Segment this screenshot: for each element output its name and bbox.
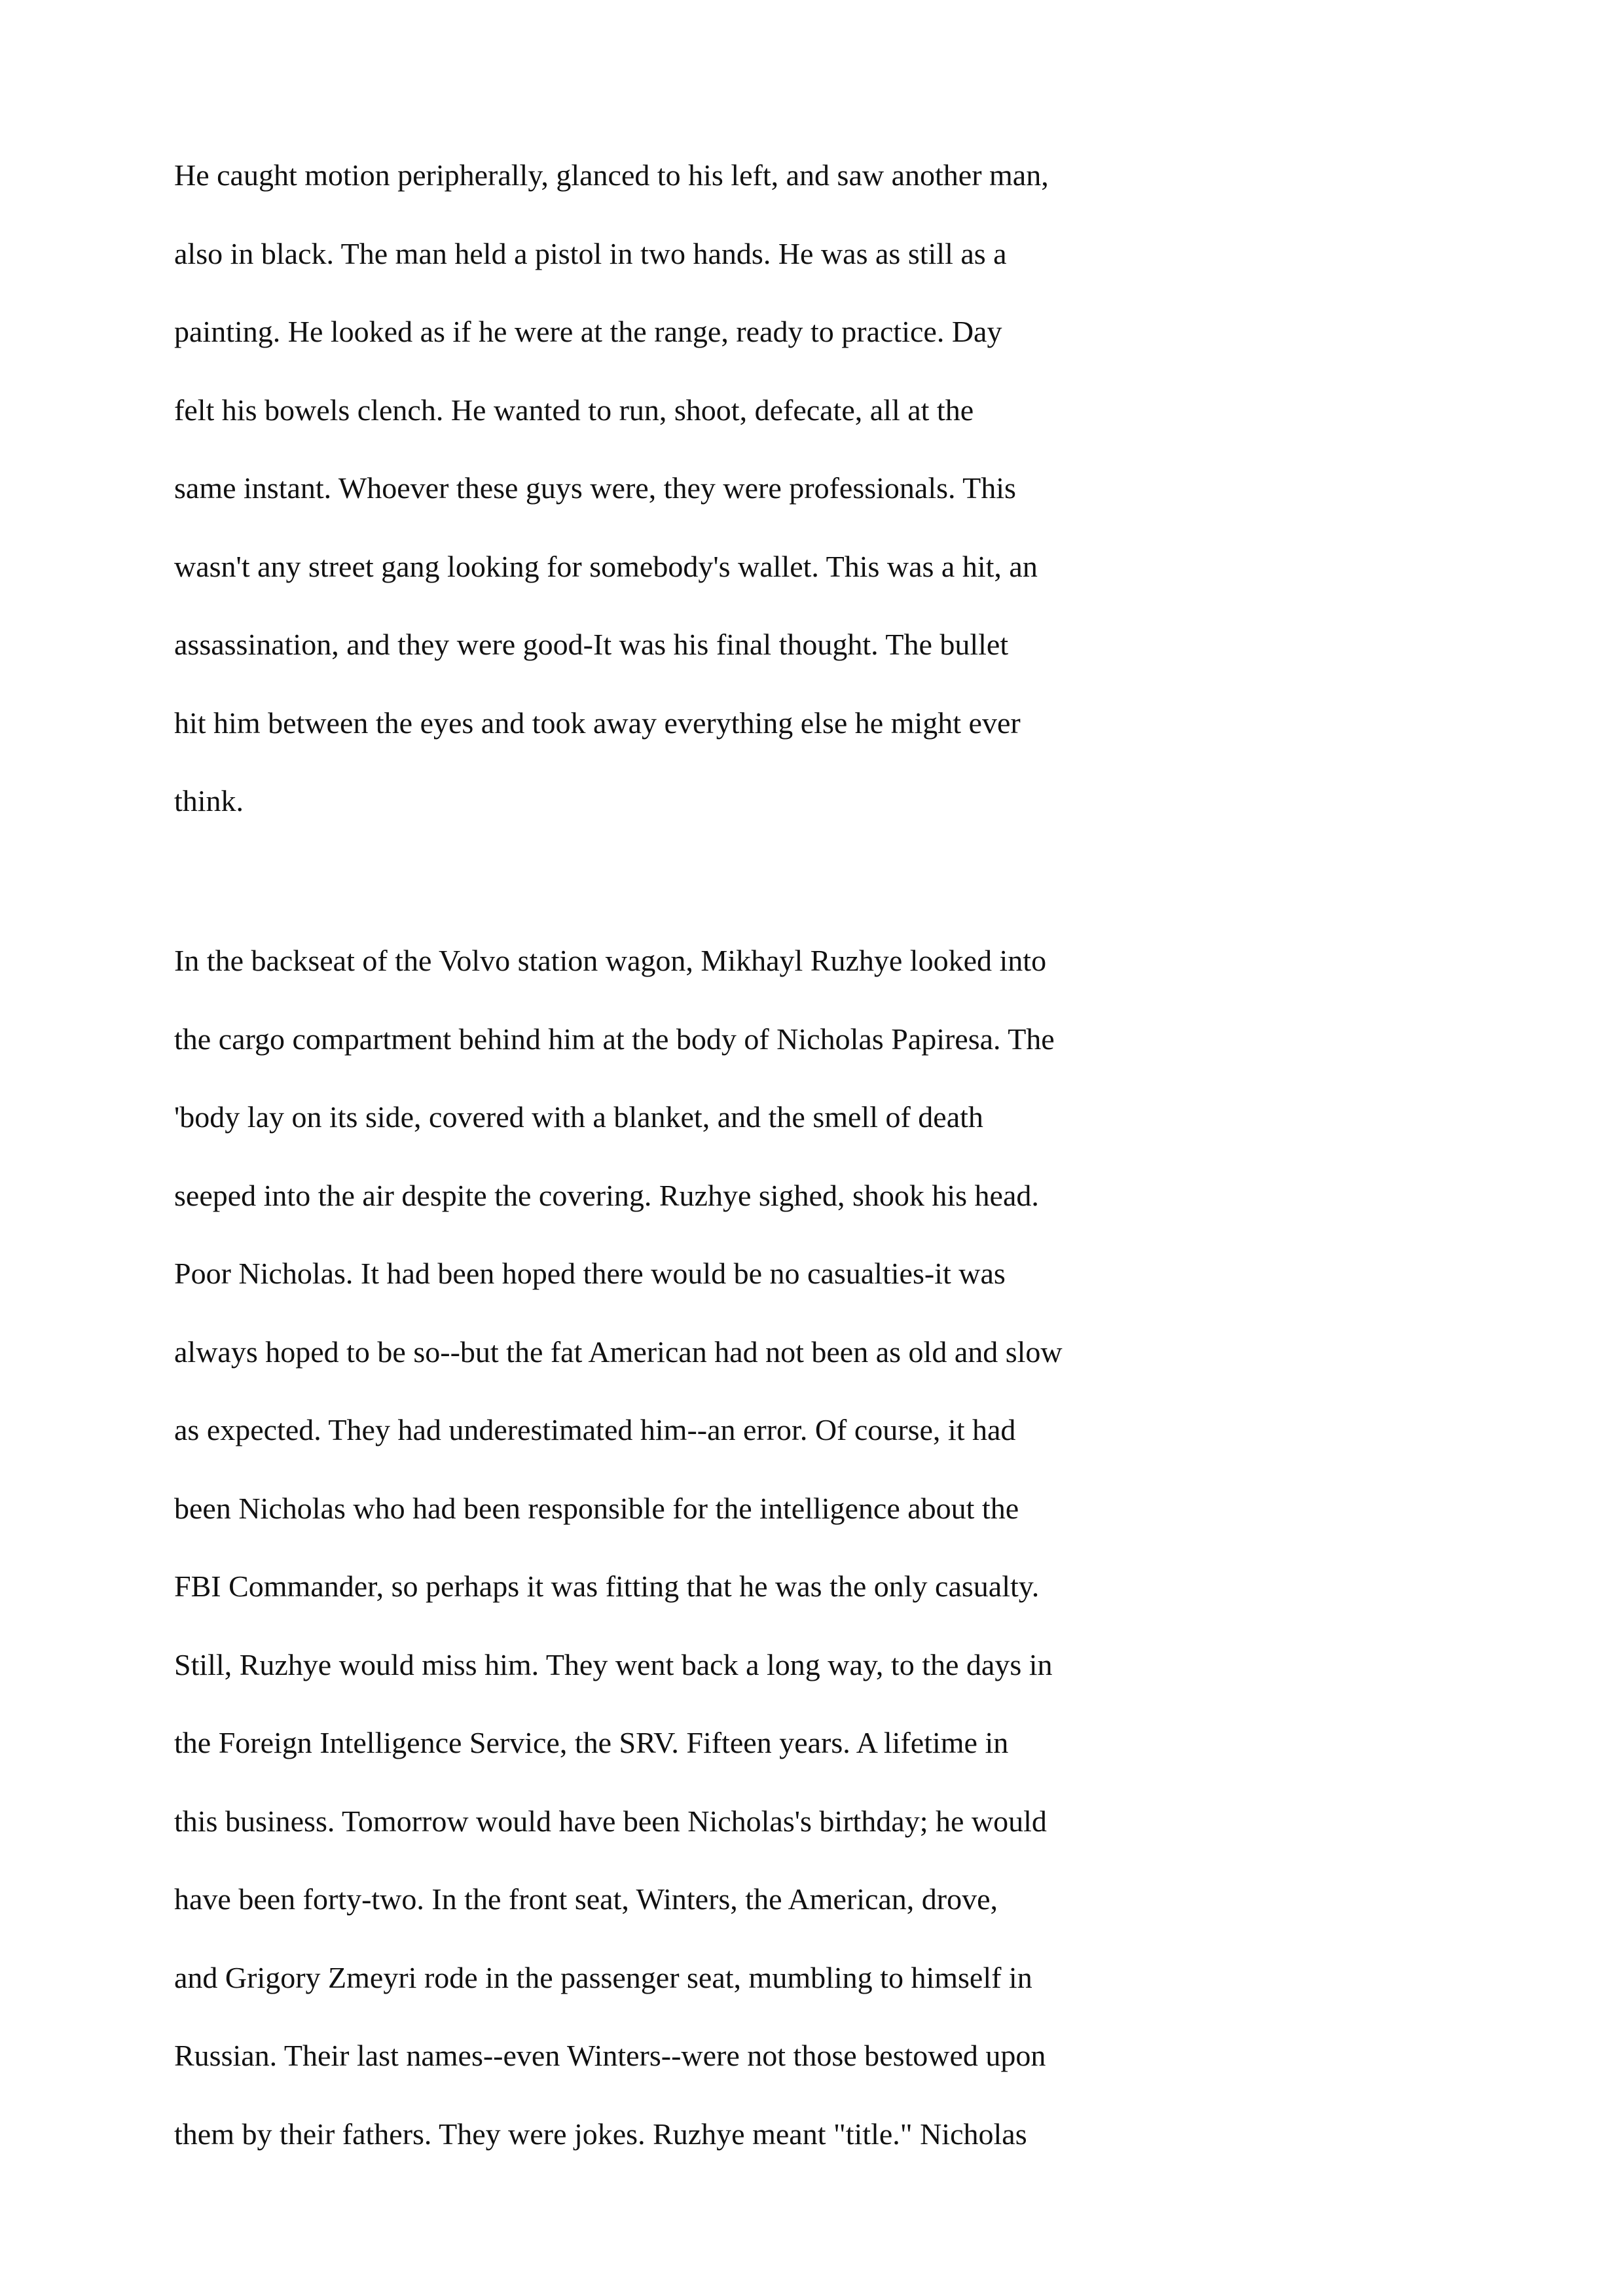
text-line: have been forty-two. In the front seat, Winters, the American, drove, (174, 1882, 998, 1916)
text-line: think. (174, 784, 244, 817)
text-line: FBI Commander, so perhaps it was fitting that he was the only casualty. (174, 1570, 1040, 1603)
text-line: 'body lay on its side, covered with a blanket, and the smell of death (174, 1100, 983, 1134)
text-line: Russian. Their last names--even Winters--were not those bestowed upon (174, 2039, 1046, 2072)
text-line: as expected. They had underestimated him--an error. Of course, it had (174, 1413, 1016, 1446)
text-line: In the backseat of the Volvo station wagon, Mikhayl Ruzhye looked into (174, 944, 1047, 977)
text-line: same instant. Whoever these guys were, they were professionals. This (174, 471, 1016, 505)
text-line: this business. Tomorrow would have been Nicholas's birthday; he would (174, 1804, 1047, 1838)
text-line: assassination, and they were good-It was his final thought. The bullet (174, 628, 1009, 661)
text-line: wasn't any street gang looking for somebody's wallet. This was a hit, an (174, 549, 1038, 583)
text-line: hit him between the eyes and took away everything else he might ever (174, 706, 1021, 740)
text-line: seeped into the air despite the covering. Ruzhye sighed, shook his head. (174, 1178, 1039, 1212)
text-line: the Foreign Intelligence Service, the SRV. Fifteen years. A lifetime in (174, 1726, 1009, 1759)
text-line: Still, Ruzhye would miss him. They went back a long way, to the days in (174, 1647, 1053, 1681)
text-line: them by their fathers. They were jokes. Ruzhye meant "title." Nicholas (174, 2117, 1027, 2151)
text-line: always hoped to be so--but the fat American had not been as old and slow (174, 1335, 1063, 1369)
text-line: felt his bowels clench. He wanted to run, shoot, defecate, all at the (174, 393, 974, 427)
paragraph-1 (174, 149, 1418, 853)
text-line: and Grigory Zmeyri rode in the passenger seat, mumbling to himself in (174, 1960, 1032, 1994)
text-line: the cargo compartment behind him at the body of Nicholas Papiresa. The (174, 1022, 1055, 1056)
text-line: Poor Nicholas. It had been hoped there would be no casualties-it was (174, 1257, 1006, 1290)
paragraph-2 (174, 935, 1418, 2186)
text-line: also in black. The man held a pistol in two hands. He was as still as a (174, 236, 1007, 270)
text-line: He caught motion peripherally, glanced to his left, and saw another man, (174, 158, 1049, 192)
text-line: painting. He looked as if he were at the range, ready to practice. Day (174, 315, 1002, 348)
text-line: been Nicholas who had been responsible for the intelligence about the (174, 1491, 1019, 1525)
